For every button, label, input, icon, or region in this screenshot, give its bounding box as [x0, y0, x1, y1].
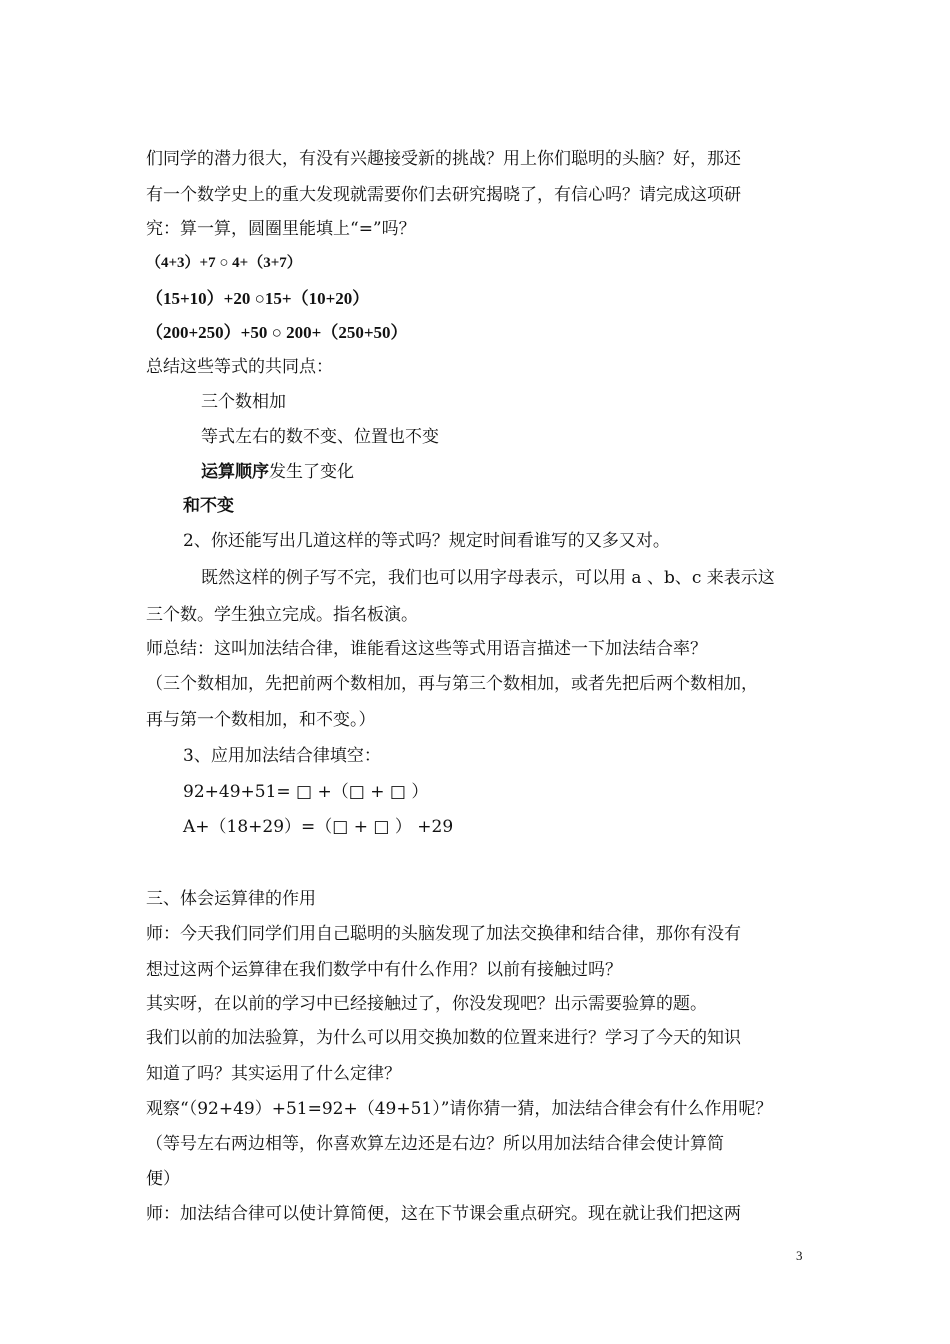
text-line: 们同学的潜力很大，有没有兴趣接受新的挑战？用上你们聪明的头脑？好，那还	[146, 149, 741, 169]
text-line: 师：今天我们同学们用自己聪明的头脑发现了加法交换律和结合律，那你有没有	[146, 924, 741, 944]
text-line: （三个数相加，先把前两个数相加，再与第三个数相加，或者先把后两个数相加，	[146, 674, 758, 694]
text-line: 3、应用加法结合律填空：	[183, 746, 381, 766]
text-line: 便）	[146, 1169, 180, 1189]
text-line: 既然这样的例子写不完，我们也可以用字母表示，可以用 a 、b、c 来表示这	[201, 568, 775, 588]
summary-text: 发生了变化	[269, 462, 354, 482]
text-line: 想过这两个运算律在我们数学中有什么作用？以前有接触过吗？	[146, 960, 622, 980]
summary-item: 三个数相加	[201, 392, 286, 412]
text-line: 再与第一个数相加，和不变。）	[146, 710, 376, 730]
text-line: （等号左右两边相等，你喜欢算左边还是右边？所以用加法结合律会使计算简	[146, 1134, 724, 1154]
text-line: 知道了吗？其实运用了什么定律？	[146, 1064, 401, 1084]
text-line: 我们以前的加法验算，为什么可以用交换加数的位置来进行？学习了今天的知识	[146, 1028, 741, 1048]
text-line: 究：算一算，圆圈里能填上“=”吗？	[146, 219, 416, 239]
equation-line: （200+250）+50 ○ 200+（250+50）	[146, 323, 408, 342]
bold-term: 运算顺序	[201, 462, 269, 482]
text-line: 有一个数学史上的重大发现就需要你们去研究揭晓了，有信心吗？请完成这项研	[146, 185, 741, 205]
text-line: 2、你还能写出几道这样的等式吗？规定时间看谁写的又多又对。	[183, 531, 670, 551]
text-line: 观察“（92+49）+51=92+（49+51）”请你猜一猜，加法结合律会有什么作用呢？	[146, 1099, 773, 1119]
equation-line: （4+3）+7 ○ 4+（3+7）	[146, 255, 302, 271]
fill-blank-line: A+（18+29）=（□ + □ ） +29	[183, 817, 454, 837]
summary-item: 等式左右的数不变、位置也不变	[201, 427, 439, 447]
text-line: 师：加法结合律可以使计算简便，这在下节课会重点研究。现在就让我们把这两	[146, 1204, 741, 1224]
section-heading: 三、体会运算律的作用	[146, 889, 316, 909]
page-number: 3	[796, 1248, 803, 1263]
summary-item: 和不变	[183, 496, 234, 516]
text-line: 三个数。学生独立完成。指名板演。	[146, 605, 418, 625]
summary-item	[201, 460, 354, 484]
equation-line: （15+10）+20 ○15+（10+20）	[146, 289, 370, 308]
text-line: 师总结：这叫加法结合律，谁能看这这些等式用语言描述一下加法结合率？	[146, 639, 707, 659]
fill-blank-line: 92+49+51= □ +（□ + □ ）	[183, 782, 429, 802]
text-line: 其实呀，在以前的学习中已经接触过了，你没发现吧？出示需要验算的题。	[146, 994, 707, 1014]
text-line: 总结这些等式的共同点：	[146, 357, 333, 377]
